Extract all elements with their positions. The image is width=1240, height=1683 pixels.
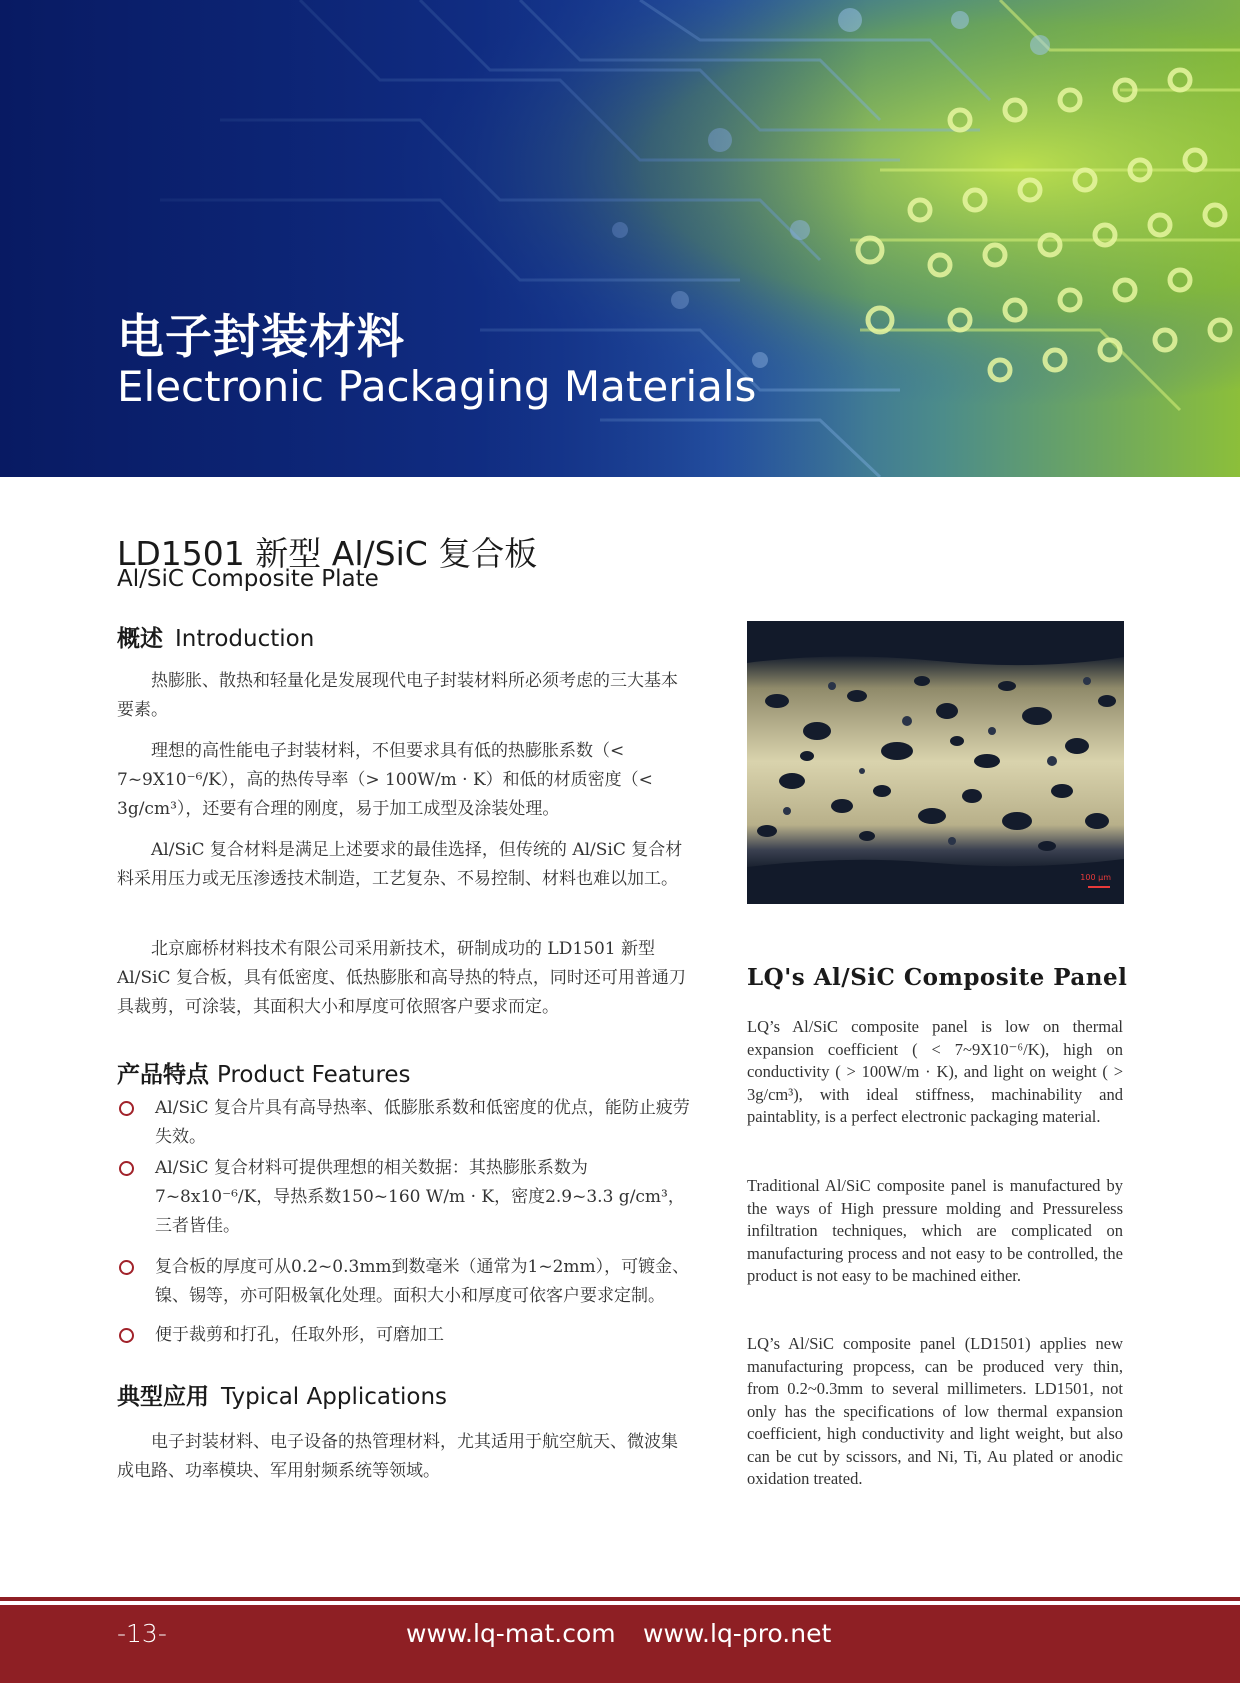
applications-text: 电子封装材料、电子设备的热管理材料，尤其适用于航空航天、微波集成电路、功率模块、军用射频系统等领域。 xyxy=(117,1432,678,1481)
circle-bullet-icon xyxy=(119,1260,134,1275)
english-paragraph-3: LQ’s Al/SiC composite panel (LD1501) applies new manufacturing propcess, can be produced very thin, from 0.2~0.3mm to several millimeters. LD1501, not only has the specifications of low thermal expansion coefficient, high conductivity and light weight, but also can be cut by scissors, and Ni, Ti, Au plated or anodic oxidation treated. xyxy=(747,1334,1123,1488)
list-item xyxy=(117,1253,697,1311)
page-number: -13- xyxy=(117,1619,167,1648)
scale-bar-label: 100 μm xyxy=(1080,873,1111,882)
intro-paragraph-4: 北京廊桥材料技术有限公司采用新技术，研制成功的 LD1501 新型 Al/SiC 复合板，具有低密度、低热膨胀和高导热的特点，同时还可用普通刀具裁剪，可涂装，其面积大小和厚度可依照客户要求而定。 xyxy=(117,939,686,1017)
footer-rule xyxy=(0,1597,1240,1601)
scale-bar xyxy=(1088,886,1110,888)
features-heading-en: Product Features xyxy=(217,1062,411,1088)
feature-text: Al/SiC 复合片具有高导热率、低膨胀系数和低密度的优点，能防止疲劳失效。 xyxy=(155,1098,690,1147)
features-heading-cn: 产品特点 xyxy=(117,1062,209,1088)
intro-paragraph-1: 热膨胀、散热和轻量化是发展现代电子封装材料所必须考虑的三大基本要素。 xyxy=(117,671,678,720)
features-list xyxy=(117,1094,697,1350)
website-link-mat[interactable]: www.lq-mat.com xyxy=(406,1619,616,1648)
english-paragraph-2: Traditional Al/SiC composite panel is manufactured by the ways of High pressure molding and Pressureless infiltration techniques, which are complicated on manufacturing process and not easy to be controlled, the product is not easy to be machined either. xyxy=(747,1176,1123,1285)
list-item xyxy=(117,1321,697,1350)
features-heading xyxy=(117,1056,411,1089)
banner-title-en: Electronic Packaging Materials xyxy=(117,362,757,411)
english-heading: LQ's Al/SiC Composite Panel xyxy=(747,964,1128,991)
intro-heading xyxy=(117,620,314,653)
intro-heading-cn: 概述 xyxy=(117,626,163,652)
circle-bullet-icon xyxy=(119,1328,134,1343)
intro-paragraph-2: 理想的高性能电子封装材料，不但要求具有低的热膨胀系数（< 7~9X10⁻⁶/K），高的热传导率（> 100W/m · K）和低的材质密度（< 3g/cm³），还要有合理的刚度，易于加工成型及涂装处理。 xyxy=(117,741,653,819)
feature-text: Al/SiC 复合材料可提供理想的相关数据：其热膨胀系数为7~8x10⁻⁶/K，导热系数150~160 W/m · K，密度2.9~3.3 g/cm³，三者皆佳。 xyxy=(155,1158,685,1236)
feature-text: 便于裁剪和打孔，任取外形，可磨加工 xyxy=(155,1325,444,1345)
intro-paragraph-3: Al/SiC 复合材料是满足上述要求的最佳选择，但传统的 Al/SiC 复合材料采用压力或无压渗透技术制造，工艺复杂、不易控制、材料也难以加工。 xyxy=(117,840,683,889)
circle-bullet-icon xyxy=(119,1101,134,1116)
product-subtitle: Al/SiC Composite Plate xyxy=(117,566,379,592)
header-banner xyxy=(0,0,1240,477)
circle-bullet-icon xyxy=(119,1161,134,1176)
micrograph-image xyxy=(747,621,1124,904)
feature-text: 复合板的厚度可从0.2~0.3mm到数毫米（通常为1~2mm），可镀金、镍、锡等，亦可阳极氧化处理。面积大小和厚度可依客户要求定制。 xyxy=(155,1257,690,1306)
english-paragraph-1: LQ’s Al/SiC composite panel is low on thermal expansion coefficient ( < 7~9X10⁻⁶/K), high on conductivity ( > 100W/m · K), and light on weight ( > 3g/cm³), with ideal stiffness, machinability and paintablity, is a perfect electronic packaging material. xyxy=(747,1017,1123,1126)
list-item xyxy=(117,1154,697,1241)
list-item xyxy=(117,1094,697,1152)
applications-heading-en: Typical Applications xyxy=(221,1384,448,1410)
footer-bar xyxy=(0,1605,1240,1683)
product-title: LD1501 新型 Al/SiC 复合板 xyxy=(117,534,538,573)
banner-title-cn: 电子封装材料 xyxy=(117,310,405,365)
website-link-pro[interactable]: www.lq-pro.net xyxy=(643,1619,832,1648)
intro-heading-en: Introduction xyxy=(175,626,315,652)
applications-heading-cn: 典型应用 xyxy=(117,1384,209,1410)
micrograph-graphic xyxy=(747,621,1124,904)
applications-heading xyxy=(117,1378,447,1411)
